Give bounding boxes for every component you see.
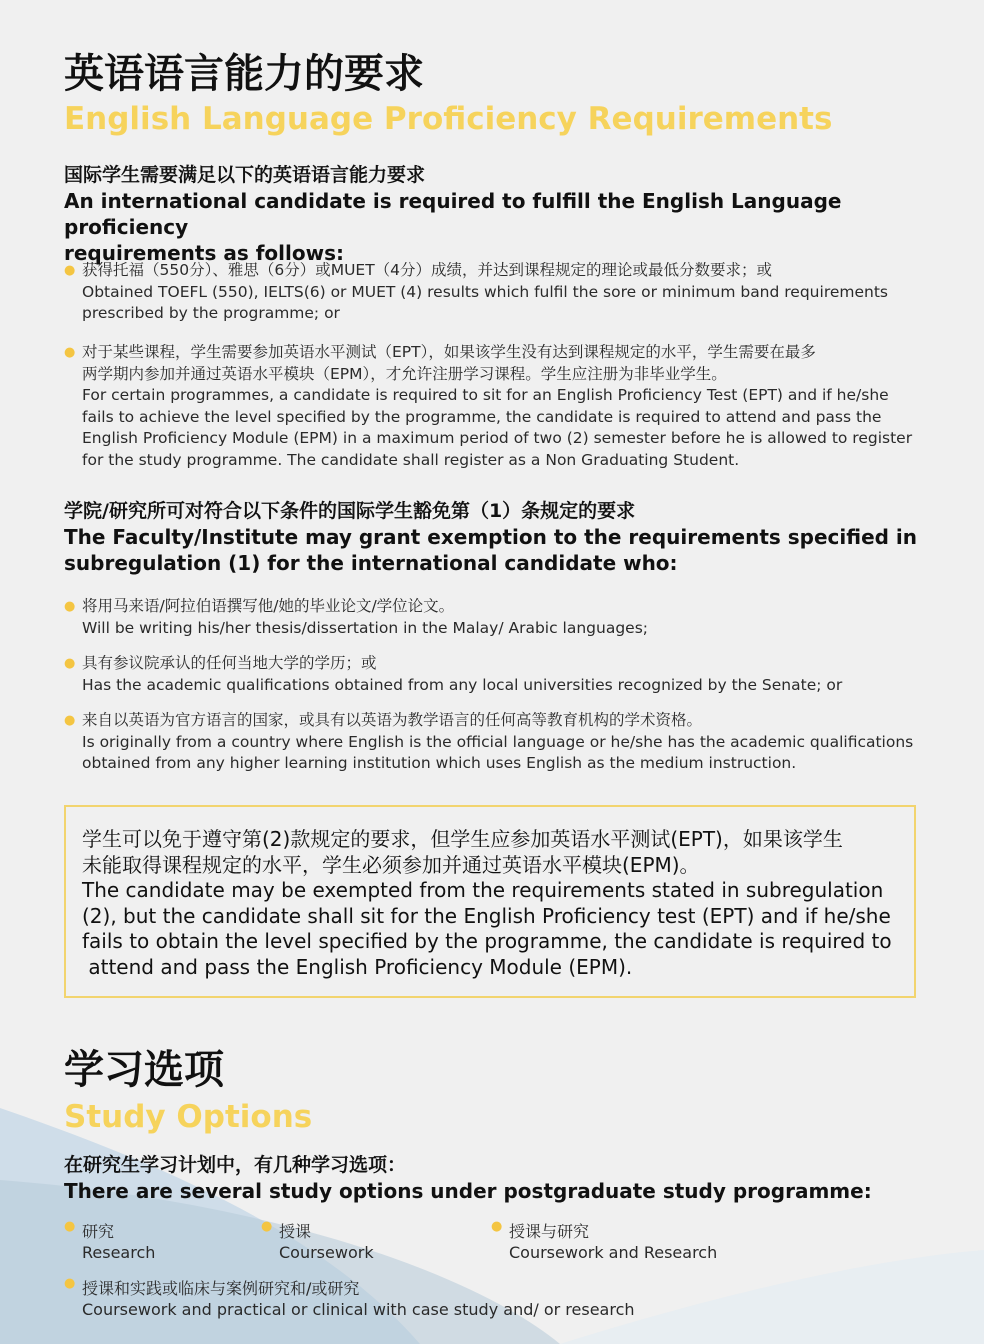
section3-title-cn: 学习选项 bbox=[64, 1047, 224, 1093]
study-option-research bbox=[64, 1221, 155, 1263]
bullet-line: For certain programmes, a candidate is required to sit for an English Proficiency Test (EPT) and if he/she bbox=[82, 386, 889, 404]
section3-title-en: Study Options bbox=[64, 1099, 313, 1135]
section1-intro bbox=[64, 163, 944, 266]
exemption-bullet-3 bbox=[64, 710, 944, 775]
requirement-bullet-2 bbox=[64, 342, 944, 471]
bullet-dot-icon: ● bbox=[491, 1219, 503, 1234]
section1-intro-en-line1: An international candidate is required to fulfill the English Language proficiency bbox=[64, 189, 842, 239]
bullet-dot-icon: ● bbox=[64, 263, 76, 278]
bullet-line: 来自以英语为官方语言的国家，或具有以英语为教学语言的任何高等教育机构的学术资格。 bbox=[82, 711, 703, 729]
bullet-line: Is originally from a country where English is the official language or he/she has the academic qualifications bbox=[82, 732, 914, 751]
requirement-bullet-1 bbox=[64, 260, 944, 325]
bullet-dot-icon: ● bbox=[64, 345, 76, 360]
section2-intro-en-line1: The Faculty/Institute may grant exemption to the requirements specified in bbox=[64, 525, 918, 549]
bullet-dot-icon: ● bbox=[64, 1276, 76, 1291]
bullet-dot-icon: ● bbox=[64, 713, 76, 728]
bullet-dot-icon: ● bbox=[64, 1219, 76, 1234]
study-option-coursework bbox=[261, 1221, 374, 1263]
bullet-line: prescribed by the programme; or bbox=[82, 304, 340, 322]
section3-intro bbox=[64, 1153, 944, 1204]
bullet-line: obtained from any higher learning institution which uses English as the medium instruction. bbox=[82, 754, 797, 772]
option-label-en: Coursework and Research bbox=[509, 1243, 718, 1262]
bullet-dot-icon: ● bbox=[64, 599, 76, 614]
section1-title-en: English Language Proficiency Requirements bbox=[64, 101, 833, 137]
option-label-en: Coursework bbox=[279, 1243, 374, 1262]
section2-intro bbox=[64, 499, 944, 576]
bullet-line: 获得托福（550分）、雅思（6分）或MUET（4分）成绩，并达到课程规定的理论或最低分数要求；或 bbox=[82, 261, 773, 279]
bullet-line: Obtained TOEFL (550), IELTS(6) or MUET (4) results which fulfil the sore or minimum band requirements bbox=[82, 282, 888, 301]
option-label-cn: 授课和实践或临床与案例研究和/或研究 bbox=[82, 1279, 360, 1298]
exemption-bullet-1 bbox=[64, 596, 944, 639]
note-line: 未能取得课程规定的水平，学生必须参加并通过英语水平模块(EPM)。 bbox=[82, 852, 700, 877]
bullet-dot-icon: ● bbox=[261, 1219, 273, 1234]
bullet-line: Has the academic qualifications obtained from any local universities recognized by the Senate; or bbox=[82, 675, 843, 694]
note-line: (2), but the candidate shall sit for the English Proficiency test (EPT) and if he/she bbox=[82, 903, 891, 928]
note-line: fails to obtain the level specified by the programme, the candidate is required to bbox=[82, 929, 892, 953]
bullet-dot-icon: ● bbox=[64, 656, 76, 671]
bullet-line: for the study programme. The candidate shall register as a Non Graduating Student. bbox=[82, 450, 740, 469]
option-label-en: Research bbox=[82, 1243, 156, 1262]
study-option-coursework-practical-clinical bbox=[64, 1278, 635, 1320]
bullet-line: 具有参议院承认的任何当地大学的学历；或 bbox=[82, 654, 377, 672]
section2-intro-cn: 学院/研究所可对符合以下条件的国际学生豁免第（1）条规定的要求 bbox=[64, 500, 636, 522]
option-label-cn: 研究 bbox=[82, 1222, 115, 1241]
section1-title-cn: 英语语言能力的要求 bbox=[64, 51, 424, 97]
bullet-line: Will be writing his/her thesis/dissertation in the Malay/ Arabic languages; bbox=[82, 618, 649, 637]
bullet-line: 对于某些课程，学生需要参加英语水平测试（EPT），如果该学生没有达到课程规定的水平，学生需要在最多 bbox=[82, 343, 816, 361]
option-label-en: Coursework and practical or clinical with case study and/ or research bbox=[82, 1300, 635, 1319]
option-label-cn: 授课与研究 bbox=[509, 1222, 590, 1241]
note-line: The candidate may be exempted from the requirements stated in subregulation bbox=[82, 878, 884, 902]
bullet-line: 两学期内参加并通过英语水平模块（EPM），才允许注册学习课程。学生应注册为非毕业学生。 bbox=[82, 364, 727, 383]
option-label-cn: 授课 bbox=[279, 1222, 312, 1241]
section3-intro-cn: 在研究生学习计划中，有几种学习选项： bbox=[64, 1154, 407, 1176]
bullet-line: fails to achieve the level specified by the programme, the candidate is required to attend and pass the bbox=[82, 407, 882, 426]
section2-intro-en-line2: subregulation (1) for the international candidate who: bbox=[64, 551, 678, 575]
study-option-coursework-and-research bbox=[491, 1221, 717, 1263]
exemption-bullet-2 bbox=[64, 653, 944, 696]
section3-intro-en: There are several study options under postgraduate study programme: bbox=[64, 1179, 872, 1203]
exemption-note-box bbox=[64, 805, 916, 998]
section1-intro-en-line2: requirements as follows: bbox=[64, 241, 344, 265]
bullet-line: English Proficiency Module (EPM) in a maximum period of two (2) semester before he is allowed to register bbox=[82, 429, 913, 447]
note-line: attend and pass the English Proficiency Module (EPM). bbox=[82, 954, 633, 979]
section1-intro-cn: 国际学生需要满足以下的英语语言能力要求 bbox=[64, 164, 426, 186]
bullet-line: 将用马来语/阿拉伯语撰写他/她的毕业论文/学位论文。 bbox=[82, 597, 455, 615]
note-line: 学生可以免于遵守第(2)款规定的要求，但学生应参加英语水平测试(EPT)，如果该学生 bbox=[82, 827, 843, 851]
